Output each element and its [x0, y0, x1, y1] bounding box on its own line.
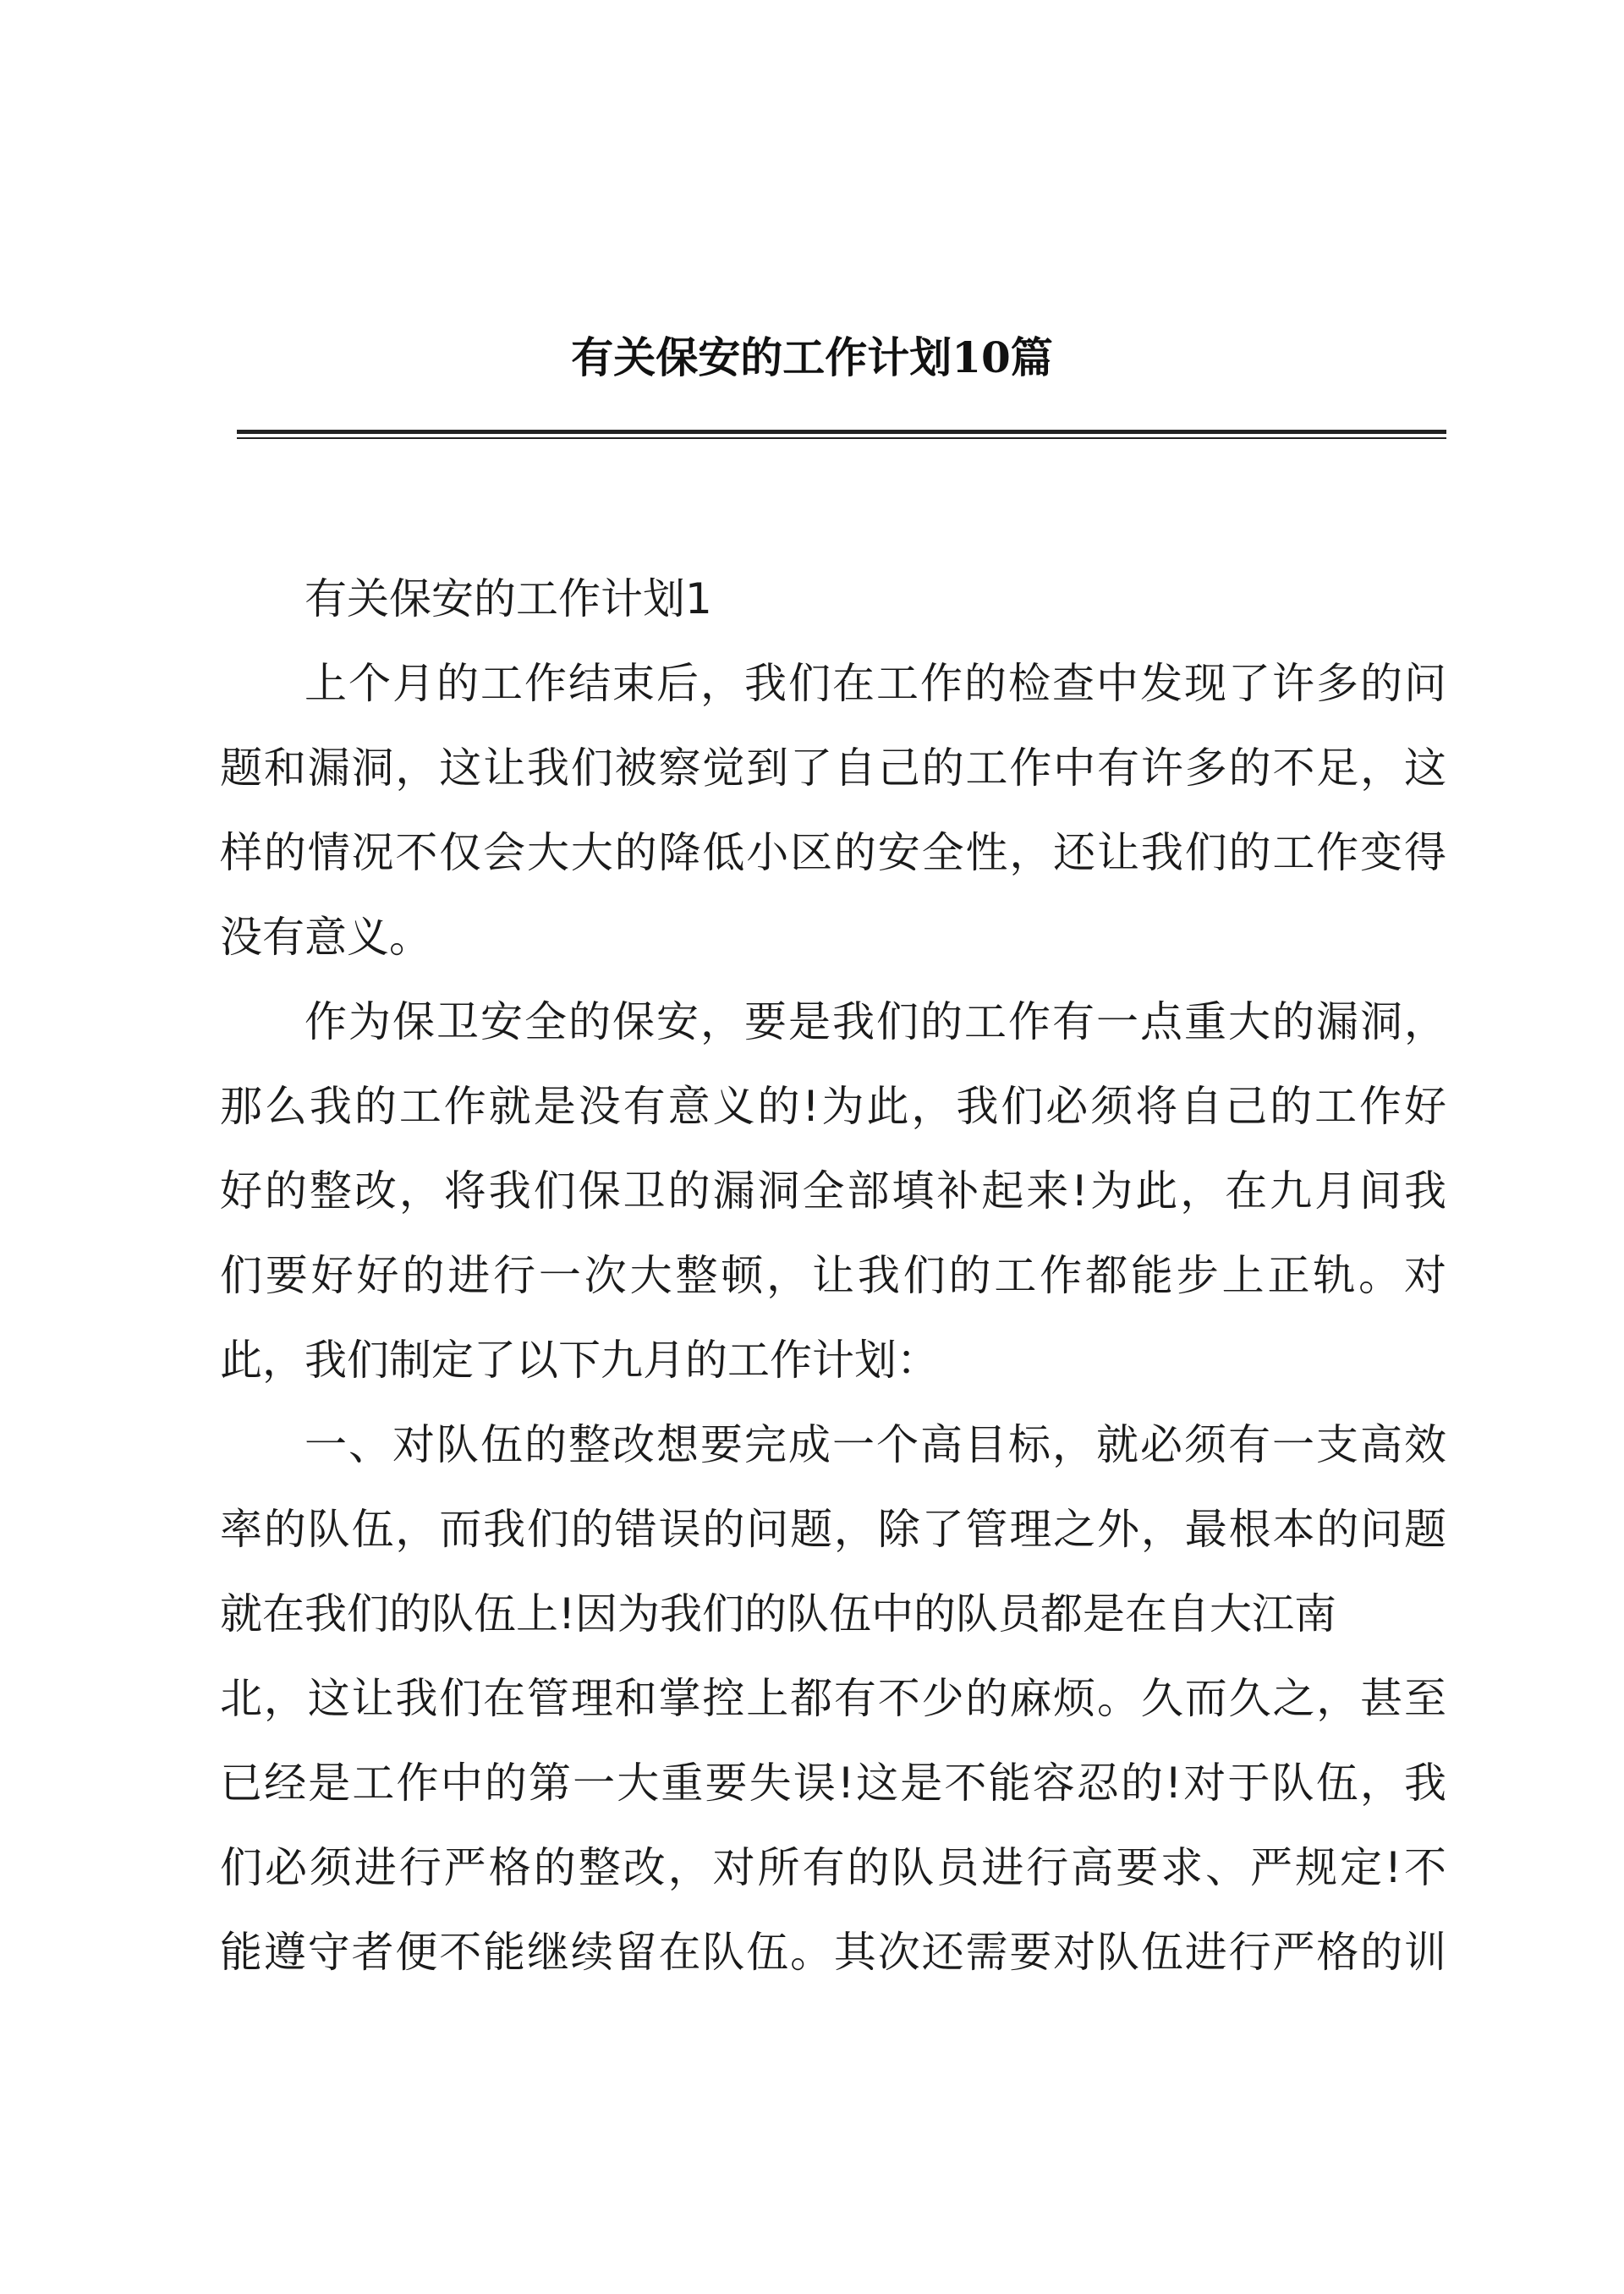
- paragraph-line: 们必须进行严格的整改，对所有的队员进行高要求、严规定!不: [220, 1843, 1446, 1892]
- paragraph-line: 题和漏洞，这让我们被察觉到了自己的工作中有许多的不足，这: [220, 744, 1446, 793]
- document-title: 有关保安的工作计划10篇: [571, 332, 1053, 382]
- paragraph-line: 们要好好的进行一次大整顿，让我们的工作都能步上正轨。对: [220, 1251, 1446, 1300]
- paragraph-line: 就在我们的队伍上!因为我们的队伍中的队员都是在自大江南: [220, 1589, 1337, 1638]
- paragraph-line: 作为保卫安全的保安，要是我们的工作有一点重大的漏洞，: [304, 997, 1446, 1046]
- document-body: [220, 557, 1446, 1995]
- paragraph-line: 率的队伍，而我们的错误的问题，除了管理之外，最根本的问题: [220, 1505, 1446, 1554]
- section-heading: 有关保安的工作计划1: [304, 574, 712, 623]
- title-divider-thick: [237, 430, 1446, 434]
- paragraph-line: 能遵守者便不能继续留在队伍。其次还需要对队伍进行严格的训: [220, 1928, 1446, 1977]
- paragraph-line: 样的情况不仅会大大的降低小区的安全性，还让我们的工作变得: [220, 828, 1446, 877]
- paragraph-line: 此，我们制定了以下九月的工作计划：: [220, 1336, 939, 1385]
- paragraph-line: 北，这让我们在管理和掌控上都有不少的麻烦。久而久之，甚至: [220, 1674, 1446, 1723]
- paragraph-line: 上个月的工作结束后，我们在工作的检查中发现了许多的问: [304, 659, 1446, 708]
- title-divider-thin: [237, 437, 1446, 439]
- paragraph-line: 那么我的工作就是没有意义的!为此，我们必须将自己的工作好: [220, 1082, 1446, 1131]
- paragraph-line: 已经是工作中的第一大重要失误!这是不能容忍的!对于队伍，我: [220, 1759, 1446, 1808]
- paragraph-line: 没有意义。: [220, 913, 431, 962]
- paragraph-line: 好的整改，将我们保卫的漏洞全部填补起来!为此，在九月间我: [220, 1166, 1446, 1216]
- paragraph-line: 一、对队伍的整改想要完成一个高目标，就必须有一支高效: [304, 1420, 1446, 1469]
